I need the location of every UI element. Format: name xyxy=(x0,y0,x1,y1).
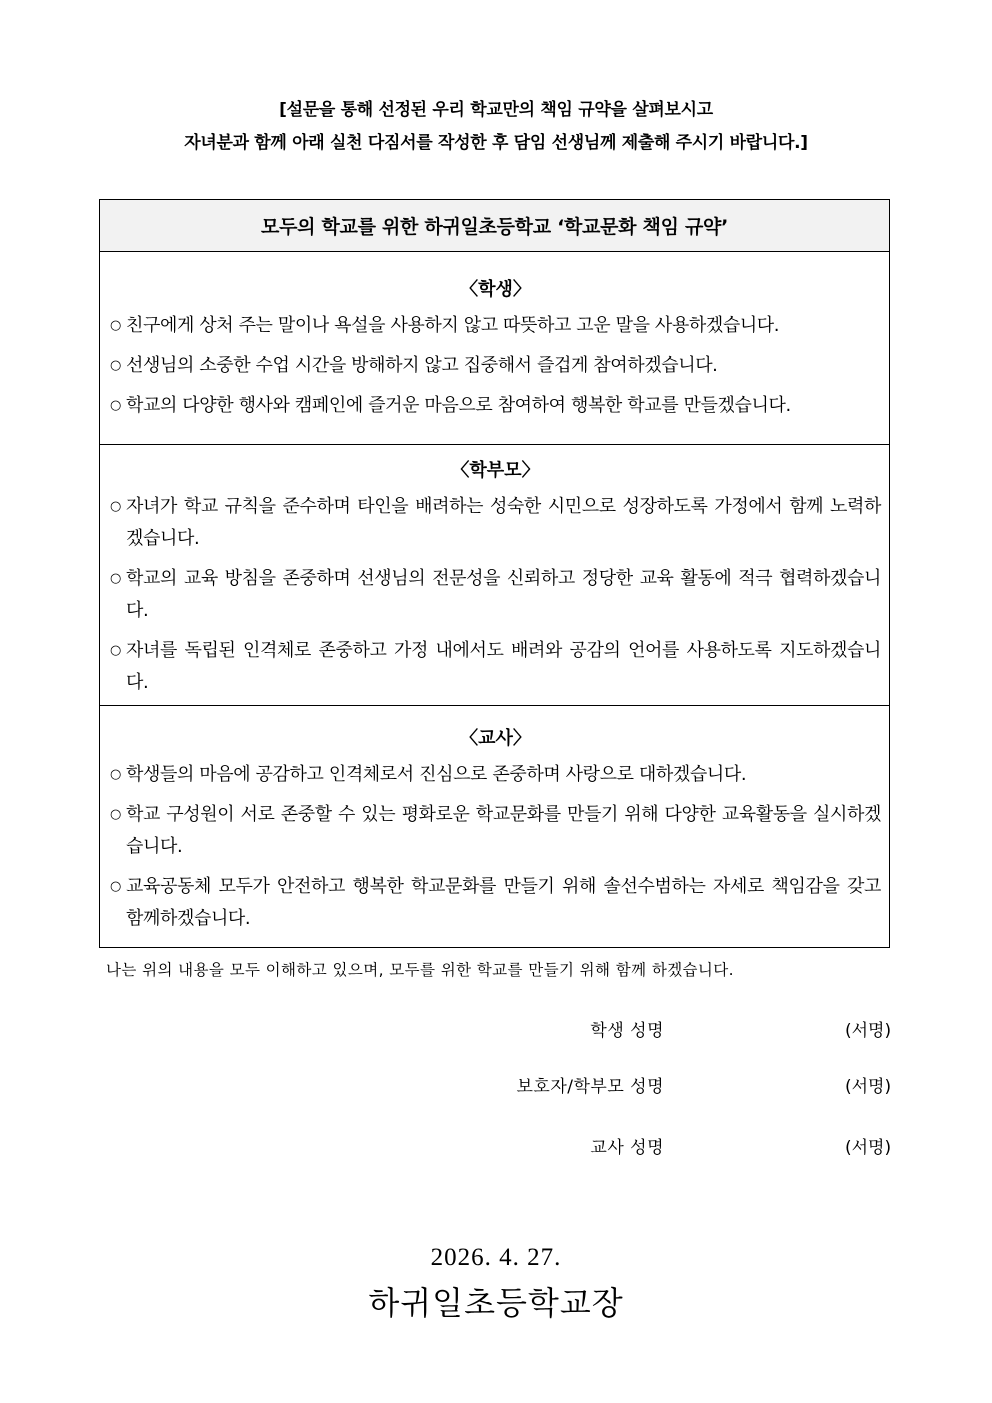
item-text: 선생님의 소중한 수업 시간을 방해하지 않고 집중해서 즐겁게 참여하겠습니다. xyxy=(126,355,718,376)
principal-signature: 하귀일초등학교장 xyxy=(368,1284,624,1322)
section-title-teachers: 〈교사〉 xyxy=(460,728,531,749)
item-text: 학교의 다양한 행사와 캠페인에 즐거운 마음으로 참여하여 행복한 학교를 만들겠습니다. xyxy=(126,395,791,416)
item-text: 학교의 교육 방침을 존중하며 선생님의 전문성을 신뢰하고 정당한 교육 활동에 적극 협력하겠습니다. xyxy=(126,568,881,621)
intro-line-1: [설문을 통해 선정된 우리 학교만의 책임 규약을 살펴보시고 xyxy=(279,100,713,120)
signature-label: 보호자/학부모 성명 xyxy=(516,1077,664,1097)
signature-row-parent[interactable] xyxy=(0,1072,992,1102)
list-item xyxy=(110,635,881,699)
circle-bullet-icon: ○ xyxy=(110,807,121,822)
students-items xyxy=(110,310,881,422)
item-text: 자녀를 독립된 인격체로 존중하고 가정 내에서도 배려와 공감의 언어를 사용하도록 지도하겠습니다. xyxy=(126,640,881,693)
table-title: 모두의 학교를 위한 하귀일초등학교 ‘학교문화 책임 규약’ xyxy=(100,200,889,252)
signature-label: 학생 성명 xyxy=(590,1021,664,1041)
item-text: 자녀가 학교 규칙을 준수하며 타인을 배려하는 성숙한 시민으로 성장하도록 가정에서 함께 노력하겠습니다. xyxy=(126,496,881,549)
list-item xyxy=(110,759,881,791)
signature-field[interactable]: (서명) xyxy=(845,1021,892,1041)
list-item xyxy=(110,350,881,382)
section-students xyxy=(100,252,889,444)
list-item xyxy=(110,491,881,555)
agreement-statement: 나는 위의 내용을 모두 이해하고 있으며, 모두를 위한 학교를 만들기 위해 함께 하겠습니다. xyxy=(106,961,735,979)
circle-bullet-icon: ○ xyxy=(110,879,121,894)
list-item xyxy=(110,871,881,935)
item-text: 학생들의 마음에 공감하고 인격체로서 진심으로 존중하며 사랑으로 대하겠습니다. xyxy=(126,764,747,785)
intro-notice xyxy=(0,94,992,160)
pledge-table xyxy=(99,199,890,948)
item-text: 학교 구성원이 서로 존중할 수 있는 평화로운 학교문화를 만들기 위해 다양한 교육활동을 실시하겠습니다. xyxy=(126,804,881,857)
signature-row-teacher[interactable] xyxy=(0,1133,992,1163)
circle-bullet-icon: ○ xyxy=(110,358,121,373)
circle-bullet-icon: ○ xyxy=(110,767,121,782)
circle-bullet-icon: ○ xyxy=(110,643,121,658)
circle-bullet-icon: ○ xyxy=(110,398,121,413)
intro-line-2: 자녀분과 함께 아래 실천 다짐서를 작성한 후 담임 선생님께 제출해 주시기 바랍니다.] xyxy=(184,133,808,153)
list-item xyxy=(110,310,881,342)
document-date: 2026. 4. 27. xyxy=(430,1244,562,1271)
signature-row-student[interactable] xyxy=(0,1016,992,1046)
signature-field[interactable]: (서명) xyxy=(845,1138,892,1158)
signature-label: 교사 성명 xyxy=(590,1138,664,1158)
circle-bullet-icon: ○ xyxy=(110,571,121,586)
list-item xyxy=(110,390,881,422)
section-teachers xyxy=(100,705,889,947)
item-text: 교육공동체 모두가 안전하고 행복한 학교문화를 만들기 위해 솔선수범하는 자세로 책임감을 갖고 함께하겠습니다. xyxy=(126,876,881,929)
section-title-parents: 〈학부모〉 xyxy=(451,460,540,481)
parents-items xyxy=(110,491,881,699)
section-parents xyxy=(100,444,889,705)
list-item xyxy=(110,563,881,627)
list-item xyxy=(110,799,881,863)
teachers-items xyxy=(110,759,881,935)
signature-field[interactable]: (서명) xyxy=(845,1077,892,1097)
item-text: 친구에게 상처 주는 말이나 욕설을 사용하지 않고 따뜻하고 고운 말을 사용하겠습니다. xyxy=(126,315,780,336)
circle-bullet-icon: ○ xyxy=(110,318,121,333)
circle-bullet-icon: ○ xyxy=(110,499,121,514)
section-title-students: 〈학생〉 xyxy=(460,279,531,300)
